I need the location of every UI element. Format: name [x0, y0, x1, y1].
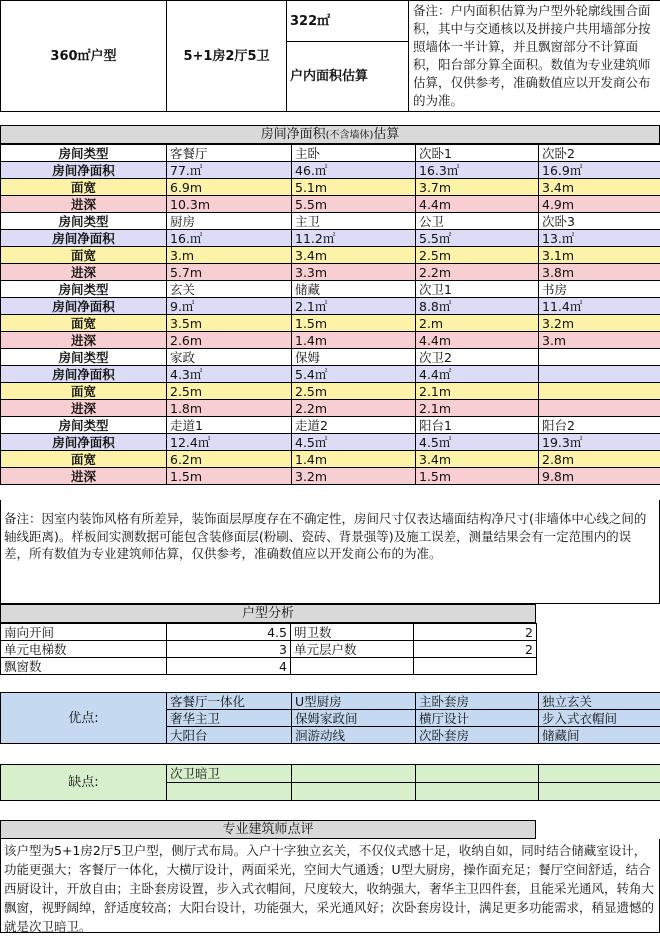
room-width-cell: 2.5m	[292, 383, 416, 400]
cons-label: 缺点:	[1, 765, 167, 801]
analysis-l-label: 飘窗数	[1, 658, 167, 675]
room-width-row	[1, 247, 660, 264]
review-text: 该户型为5+1房2厅5卫户型，侧厅式布局。入户十字独立玄关，不仅仪式感十足，收纳自如，同时结合储藏室设计，功能更强大；客餐厅一体化，大横厅设计，两面采光，空间大气通透；U型大厨房，操作面充足；餐厅空间舒适，结合西厨设计，开放自由；主卧套房设置，步入式衣帽间，尺度较大，收纳强大，奢华主卫四件套，且能采光通风，转角大飘窗，视野阔绰，舒适度较高；大阳台设计，功能强大，采光通风好；次卧套房设计，满足更多功能需求，稍显遗憾的就是次卫暗卫。	[0, 839, 660, 933]
room-width-cell: 2.5m	[167, 383, 292, 400]
room-area-row	[1, 298, 660, 315]
room-depth-cell: 9.8m	[539, 468, 660, 485]
room-type-cell: 次卧1	[416, 145, 539, 162]
room-width-label: 面宽	[1, 247, 167, 264]
room-depth-cell: 4.4m	[416, 332, 539, 349]
room-type-cell: 公卫	[416, 213, 539, 230]
analysis-r-label: 单元层户数	[291, 641, 414, 658]
room-depth-cell	[539, 400, 660, 417]
rooms-title-small: (不含墙体)	[325, 130, 374, 141]
room-type-cell: 玄关	[167, 281, 292, 298]
room-type-cell: 阳台2	[539, 417, 660, 434]
rooms-title-main: 房间净面积	[260, 127, 326, 142]
room-depth-row	[1, 264, 660, 281]
room-type-row	[1, 145, 660, 162]
pros-item: 客餐厅一体化	[167, 693, 292, 710]
room-depth-cell: 10.3m	[167, 196, 292, 213]
area-note: 备注：户内面积估算为户型外轮廓线围合面积，其中与交通核以及拼接户共用墙部分按照墙体一半计算，并且飘窗部分不计算面积，阳台部分算全面积。数值为专业建筑师估算，仅供参考，准确数值应以开发商公布的为准。	[409, 1, 660, 112]
rooms-section-title	[0, 125, 660, 144]
room-area-cell: 4.3㎡	[167, 366, 292, 383]
room-type-cell: 次卫2	[416, 349, 539, 366]
room-width-label: 面宽	[1, 383, 167, 400]
room-width-cell: 5.1m	[292, 179, 416, 196]
room-type-cell: 主卫	[292, 213, 416, 230]
room-type-row	[1, 213, 660, 230]
room-area-cell: 16.3㎡	[416, 162, 539, 179]
cons-item: 次卫暗卫	[167, 765, 292, 783]
room-depth-label: 进深	[1, 468, 167, 485]
room-depth-row	[1, 400, 660, 417]
room-type-cell: 保姆	[292, 349, 416, 366]
room-type-cell: 客餐厅	[167, 145, 292, 162]
room-depth-row	[1, 332, 660, 349]
room-area-cell: 8.8㎡	[416, 298, 539, 315]
analysis-title: 户型分析	[0, 604, 536, 623]
room-width-cell: 6.2m	[167, 451, 292, 468]
room-type-cell: 储藏	[292, 281, 416, 298]
room-depth-row	[1, 468, 660, 485]
pros-label: 优点:	[1, 693, 167, 744]
room-type-label: 房间类型	[1, 145, 167, 162]
room-width-cell: 3.7m	[416, 179, 539, 196]
room-type-cell: 厨房	[167, 213, 292, 230]
room-width-cell: 3.4m	[416, 451, 539, 468]
room-width-cell: 2.8m	[539, 451, 660, 468]
room-width-cell: 3.m	[167, 247, 292, 264]
pros-item: 次卧套房	[416, 727, 539, 744]
analysis-r-label	[291, 658, 414, 675]
analysis-l-value: 4	[167, 658, 291, 675]
room-type-row	[1, 349, 660, 366]
room-width-row	[1, 179, 660, 196]
analysis-row	[1, 624, 537, 641]
room-area-row	[1, 230, 660, 247]
room-area-cell: 4.5㎡	[416, 434, 539, 451]
room-depth-cell: 2.2m	[292, 400, 416, 417]
cons-item	[416, 783, 539, 801]
analysis-r-value	[414, 658, 537, 675]
room-width-cell: 2.5m	[416, 247, 539, 264]
analysis-table	[0, 623, 537, 675]
cons-row	[1, 765, 660, 783]
pros-item: 步入式衣帽间	[539, 710, 660, 727]
cons-table	[0, 764, 660, 801]
room-depth-label: 进深	[1, 332, 167, 349]
room-depth-cell: 3.3m	[292, 264, 416, 281]
room-area-row	[1, 162, 660, 179]
room-depth-cell: 2.2m	[416, 264, 539, 281]
room-width-row	[1, 451, 660, 468]
room-area-cell: 11.2㎡	[292, 230, 416, 247]
room-area-label: 房间净面积	[1, 434, 167, 451]
room-area-cell: 11.4㎡	[539, 298, 660, 315]
room-depth-cell: 2.1m	[416, 400, 539, 417]
cons-item	[539, 783, 660, 801]
cons-item	[292, 765, 416, 783]
room-width-cell: 3.5m	[167, 315, 292, 332]
room-type-cell: 主卧	[292, 145, 416, 162]
pros-item: 主卧套房	[416, 693, 539, 710]
room-area-cell: 5.5㎡	[416, 230, 539, 247]
room-area-cell: 16.㎡	[167, 230, 292, 247]
room-area-cell: 77.㎡	[167, 162, 292, 179]
room-depth-cell: 3.m	[539, 332, 660, 349]
room-area-label: 房间净面积	[1, 366, 167, 383]
room-width-row	[1, 383, 660, 400]
analysis-row	[1, 658, 537, 675]
room-area-cell: 4.4㎡	[416, 366, 539, 383]
room-area-cell: 19.3㎡	[539, 434, 660, 451]
room-type-cell: 阳台1	[416, 417, 539, 434]
room-depth-label: 进深	[1, 400, 167, 417]
room-width-cell: 3.4m	[539, 179, 660, 196]
room-depth-cell: 5.7m	[167, 264, 292, 281]
room-width-cell: 3.4m	[292, 247, 416, 264]
pros-item: 奢华主卫	[167, 710, 292, 727]
analysis-r-value: 2	[414, 624, 537, 641]
pros-item: 储藏间	[539, 727, 660, 744]
pros-row	[1, 693, 660, 710]
pros-item: 洄游动线	[292, 727, 416, 744]
analysis-r-value: 2	[414, 641, 537, 658]
room-area-label: 房间净面积	[1, 298, 167, 315]
room-width-cell: 3.2m	[539, 315, 660, 332]
room-depth-cell: 2.6m	[167, 332, 292, 349]
rooms-title-suffix: 估算	[373, 127, 400, 142]
room-width-cell	[539, 383, 660, 400]
analysis-r-label: 明卫数	[291, 624, 414, 641]
room-area-cell	[539, 366, 660, 383]
room-type-cell: 次卧3	[539, 213, 660, 230]
unit-layout: 5+1房2厅5卫	[167, 1, 287, 112]
room-depth-cell: 5.5m	[292, 196, 416, 213]
room-area-cell: 12.4㎡	[167, 434, 292, 451]
cons-item	[292, 783, 416, 801]
analysis-l-label: 南向开间	[1, 624, 167, 641]
room-width-cell: 3.1m	[539, 247, 660, 264]
analysis-l-label: 单元电梯数	[1, 641, 167, 658]
room-area-label: 房间净面积	[1, 230, 167, 247]
header-table	[0, 0, 660, 112]
room-area-label: 房间净面积	[1, 162, 167, 179]
pros-table	[0, 692, 660, 744]
room-depth-row	[1, 196, 660, 213]
room-width-cell: 6.9m	[167, 179, 292, 196]
room-width-cell: 2.1m	[416, 383, 539, 400]
room-type-row	[1, 281, 660, 298]
room-depth-cell: 4.9m	[539, 196, 660, 213]
room-width-label: 面宽	[1, 315, 167, 332]
room-width-label: 面宽	[1, 451, 167, 468]
room-depth-cell: 1.4m	[292, 332, 416, 349]
room-area-cell: 16.9㎡	[539, 162, 660, 179]
room-depth-cell: 3.2m	[292, 468, 416, 485]
room-type-label: 房间类型	[1, 349, 167, 366]
room-area-cell: 9.㎡	[167, 298, 292, 315]
room-type-cell: 次卧2	[539, 145, 660, 162]
room-type-cell: 书房	[539, 281, 660, 298]
pros-item: 保姆家政间	[292, 710, 416, 727]
cons-item	[167, 783, 292, 801]
room-type-cell	[539, 349, 660, 366]
pros-item: 独立玄关	[539, 693, 660, 710]
rooms-table	[0, 144, 660, 485]
room-depth-cell: 1.8m	[167, 400, 292, 417]
room-depth-label: 进深	[1, 264, 167, 281]
room-type-cell: 家政	[167, 349, 292, 366]
room-area-cell: 46.㎡	[292, 162, 416, 179]
room-depth-cell: 4.4m	[416, 196, 539, 213]
room-depth-cell: 1.5m	[416, 468, 539, 485]
pros-item: U型厨房	[292, 693, 416, 710]
pros-item: 横厅设计	[416, 710, 539, 727]
room-type-label: 房间类型	[1, 281, 167, 298]
room-type-label: 房间类型	[1, 417, 167, 434]
rooms-note: 备注：因室内装饰风格有所差异，装饰面层厚度存在不确定性，房间尺寸仅表达墙面结构净尺寸(非墙体中心线之间的轴线距离)。样板间实测数据可能包含装修面层(粉刷、瓷砖、背景强等)及施工误差，测量结果会有一定范围内的误差，所有数值为专业建筑师估算，仅供参考，准确数值应以开发商公布的为准。	[0, 500, 660, 604]
analysis-row	[1, 641, 537, 658]
room-depth-cell: 1.5m	[167, 468, 292, 485]
room-area-cell: 2.1㎡	[292, 298, 416, 315]
room-width-label: 面宽	[1, 179, 167, 196]
room-type-cell: 次卫1	[416, 281, 539, 298]
room-width-cell: 2.m	[416, 315, 539, 332]
review-title: 专业建筑师点评	[0, 820, 536, 839]
room-area-row	[1, 366, 660, 383]
area-label: 户内面积估算	[287, 42, 409, 112]
room-type-label: 房间类型	[1, 213, 167, 230]
area-value: 322㎡	[287, 1, 409, 42]
room-depth-cell: 3.8m	[539, 264, 660, 281]
room-depth-label: 进深	[1, 196, 167, 213]
cons-item	[539, 765, 660, 783]
cons-item	[416, 765, 539, 783]
room-width-cell: 1.4m	[292, 451, 416, 468]
room-area-cell: 4.5㎡	[292, 434, 416, 451]
room-type-cell: 走道1	[167, 417, 292, 434]
analysis-l-value: 4.5	[167, 624, 291, 641]
unit-type: 360㎡户型	[1, 1, 167, 112]
room-type-row	[1, 417, 660, 434]
room-width-row	[1, 315, 660, 332]
room-area-cell: 13.㎡	[539, 230, 660, 247]
room-area-row	[1, 434, 660, 451]
room-area-cell: 5.4㎡	[292, 366, 416, 383]
analysis-l-value: 3	[167, 641, 291, 658]
pros-item: 大阳台	[167, 727, 292, 744]
room-width-cell: 1.5m	[292, 315, 416, 332]
room-type-cell: 走道2	[292, 417, 416, 434]
